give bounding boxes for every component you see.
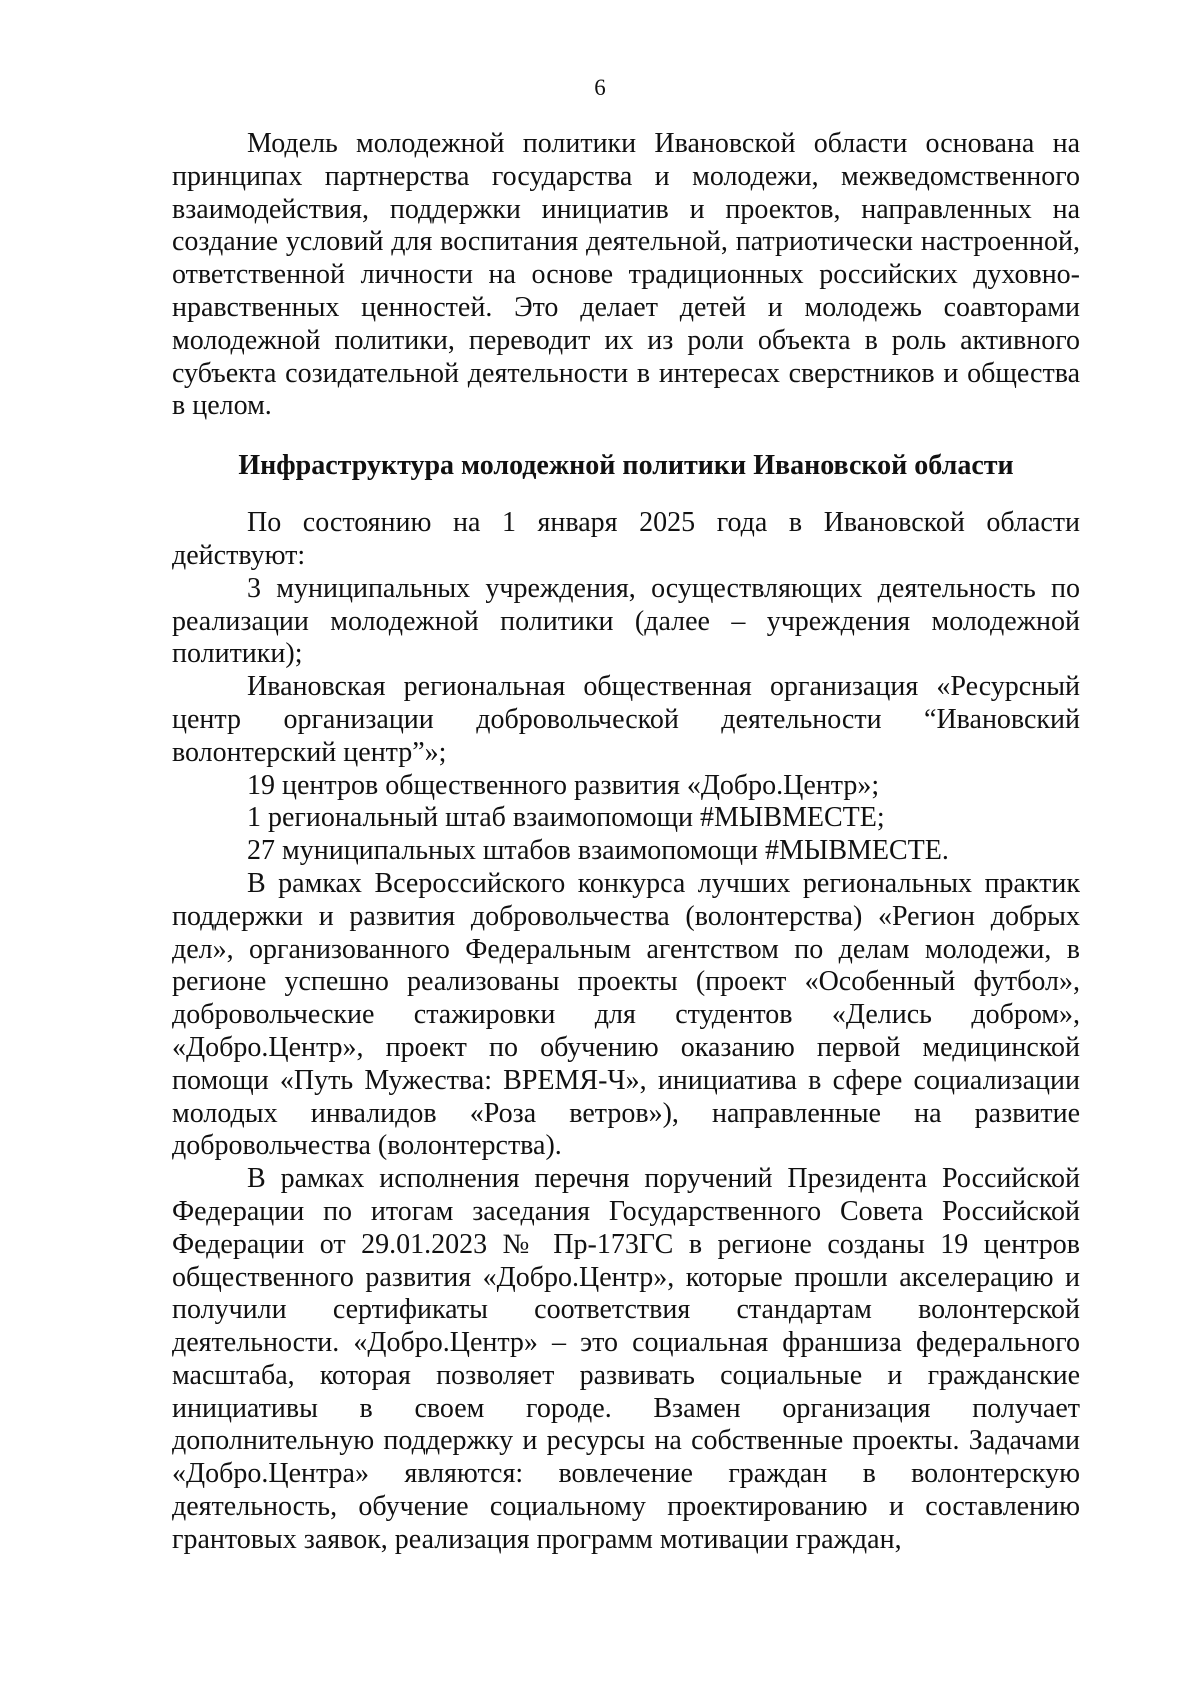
contest-paragraph: В рамках Всероссийского конкурса лучших региональных практик поддержки и развития добровольчества (волонтерства) «Регион добрых дел», организованного Федеральным агентством по делам молодежи, в регионе успешно реализованы проекты (проект «Особенный футбол», добровольческие стажировки для студентов «Делись добром», «Добро.Центр», проект по обучению оказанию первой медицинской помощи «Путь Мужества: ВРЕМЯ-Ч», инициатива в сфере социализации молодых инвалидов «Роза ветров»), направленные на развитие добровольчества (волонтерства). xyxy=(172,867,1080,1162)
president-paragraph: В рамках исполнения перечня поручений Президента Российской Федерации по итогам заседания Государственного Совета Российской Федерации от 29.01.2023 № Пр-173ГС в регионе созданы 19 центров общественного развития «Добро.Центр», которые прошли акселерацию и получили сертификаты соответствия стандартам волонтерской деятельности. «Добро.Центр» – это социальная франшиза федерального масштаба, которая позволяет развивать социальные и гражданские инициативы в своем городе. Взамен организация получает дополнительную поддержку и ресурсы на собственные проекты. Задачами «Добро.Центра» являются: вовлечение граждан в волонтерскую деятельность, обучение социальному проектированию и составлению грантовых заявок, реализация программ мотивации граждан, xyxy=(172,1163,1080,1555)
list-item: 1 региональный штаб взаимопомощи #МЫВМЕСТЕ; xyxy=(247,802,885,834)
list-item: Ивановская региональная общественная организация «Ресурсный центр организации добровольческой деятельности “Ивановский волонтерский центр”»; xyxy=(172,671,1080,768)
list-item: 3 муниципальных учреждения, осуществляющих деятельность по реализации молодежной политики (далее – учреждения молодежной политики); xyxy=(172,572,1080,670)
intro-paragraph: Модель молодежной политики Ивановской области основана на принципах партнерства государства и молодежи, межведомственного взаимодействия, поддержки инициатив и проектов, направленных на создание условий для воспитания деятельной, патриотически настроенной, ответственной личности на основе традиционных российских духовно-нравственных ценностей. Это делает детей и молодежь соавторами молодежной политики, переводит их из роли объекта в роль активного субъекта созидательной деятельности в интересах сверстников и общества в целом. xyxy=(172,128,1080,422)
page-number: 6 xyxy=(594,75,606,100)
list-item: 27 муниципальных штабов взаимопомощи #МЫВМЕСТЕ. xyxy=(247,835,949,867)
document-body xyxy=(172,128,1080,1557)
section-heading: Инфраструктура молодежной политики Ивановской области xyxy=(238,450,1014,482)
status-paragraph: По состоянию на 1 января 2025 года в Ивановской области действуют: xyxy=(172,507,1080,571)
list-item: 19 центров общественного развития «Добро.Центр»; xyxy=(247,769,880,801)
